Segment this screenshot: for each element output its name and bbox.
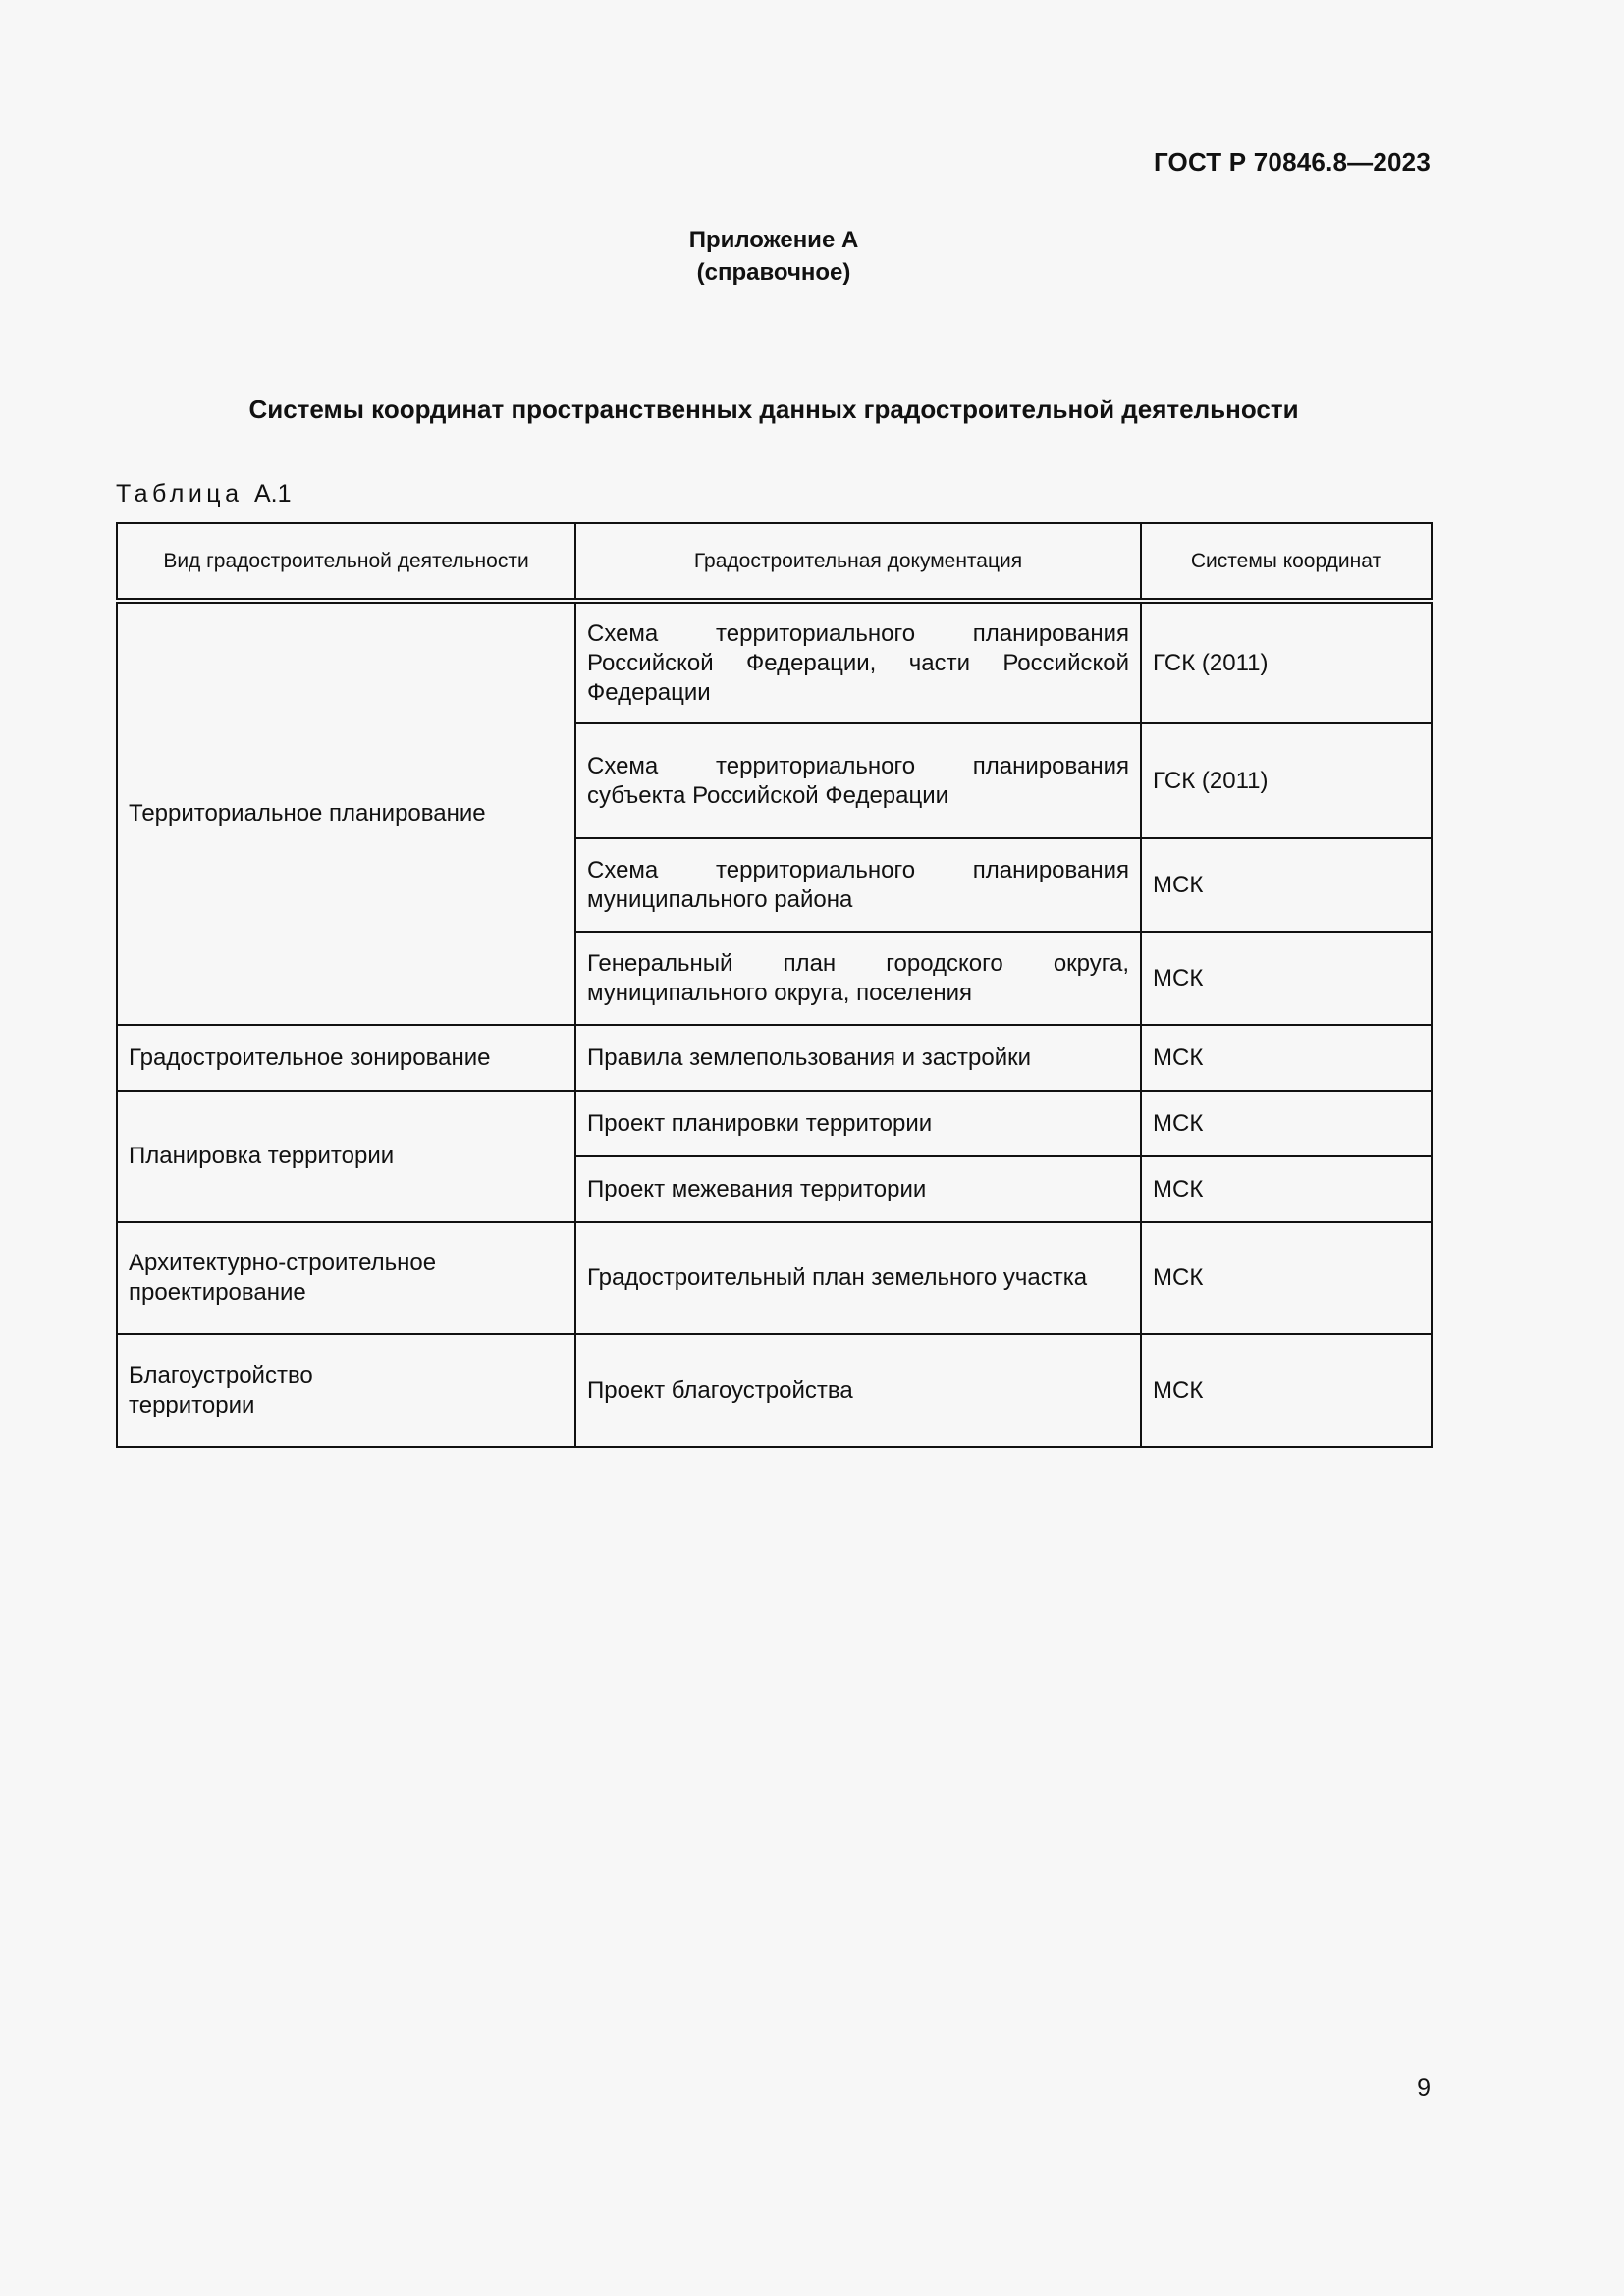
coordinate-system-cell: МСК	[1141, 1025, 1432, 1091]
table-caption-word: Таблица	[116, 480, 244, 507]
coordinate-system-cell: МСК	[1141, 932, 1432, 1025]
table-row	[117, 601, 1432, 723]
documentation-cell: Проект межевания территории	[575, 1156, 1141, 1222]
coordinate-system-cell: МСК	[1141, 1222, 1432, 1334]
coordinate-system-cell: МСК	[1141, 1091, 1432, 1156]
column-header-activity: Вид градостроительной деятельности	[117, 523, 575, 601]
appendix-title: Приложение А	[688, 227, 859, 253]
activity-cell: Благоустройство территории	[117, 1334, 575, 1447]
page-number: 9	[1417, 2074, 1431, 2102]
coordinate-system-cell: ГСК (2011)	[1141, 601, 1432, 723]
activity-cell: Градостроительное зонирование	[117, 1025, 575, 1091]
table-header-row	[117, 523, 1432, 601]
table-row	[117, 1091, 1432, 1156]
activity-cell: Планировка территории	[117, 1091, 575, 1222]
coordinate-system-cell: МСК	[1141, 1156, 1432, 1222]
documentation-cell: Схема территориального планирования муниципального района	[575, 838, 1141, 932]
documentation-cell: Схема территориального планирования субъекта Российской Федерации	[575, 723, 1141, 838]
coordinate-systems-table	[116, 522, 1433, 1448]
column-header-documentation: Градостроительная документация	[575, 523, 1141, 601]
documentation-cell: Градостроительный план земельного участка	[575, 1222, 1141, 1334]
documentation-cell: Проект планировки территории	[575, 1091, 1141, 1156]
documentation-cell: Проект благоустройства	[575, 1334, 1141, 1447]
coordinate-system-cell: МСК	[1141, 1334, 1432, 1447]
column-header-coordinate-system: Системы координат	[1141, 523, 1432, 601]
appendix-subtitle: (справочное)	[696, 259, 851, 286]
documentation-cell: Схема территориального планирования Российской Федерации, части Российской Федерации	[575, 601, 1141, 723]
coordinate-system-cell: ГСК (2011)	[1141, 723, 1432, 838]
coordinate-system-cell: МСК	[1141, 838, 1432, 932]
table-row	[117, 1334, 1432, 1447]
appendix-heading	[0, 224, 1547, 289]
table-row	[117, 1025, 1432, 1091]
documentation-cell: Правила землепользования и застройки	[575, 1025, 1141, 1091]
document-code: ГОСТ Р 70846.8—2023	[1153, 147, 1431, 177]
table-caption-number: А.1	[253, 480, 292, 507]
section-title: Системы координат пространственных данных градостроительной деятельности	[248, 395, 1299, 424]
documentation-cell: Генеральный план городского округа, муниципального округа, поселения	[575, 932, 1141, 1025]
activity-cell: Архитектурно-строительное проектирование	[117, 1222, 575, 1334]
table-caption	[116, 480, 292, 508]
activity-cell: Территориальное планирование	[117, 601, 575, 1025]
table-row	[117, 1222, 1432, 1334]
